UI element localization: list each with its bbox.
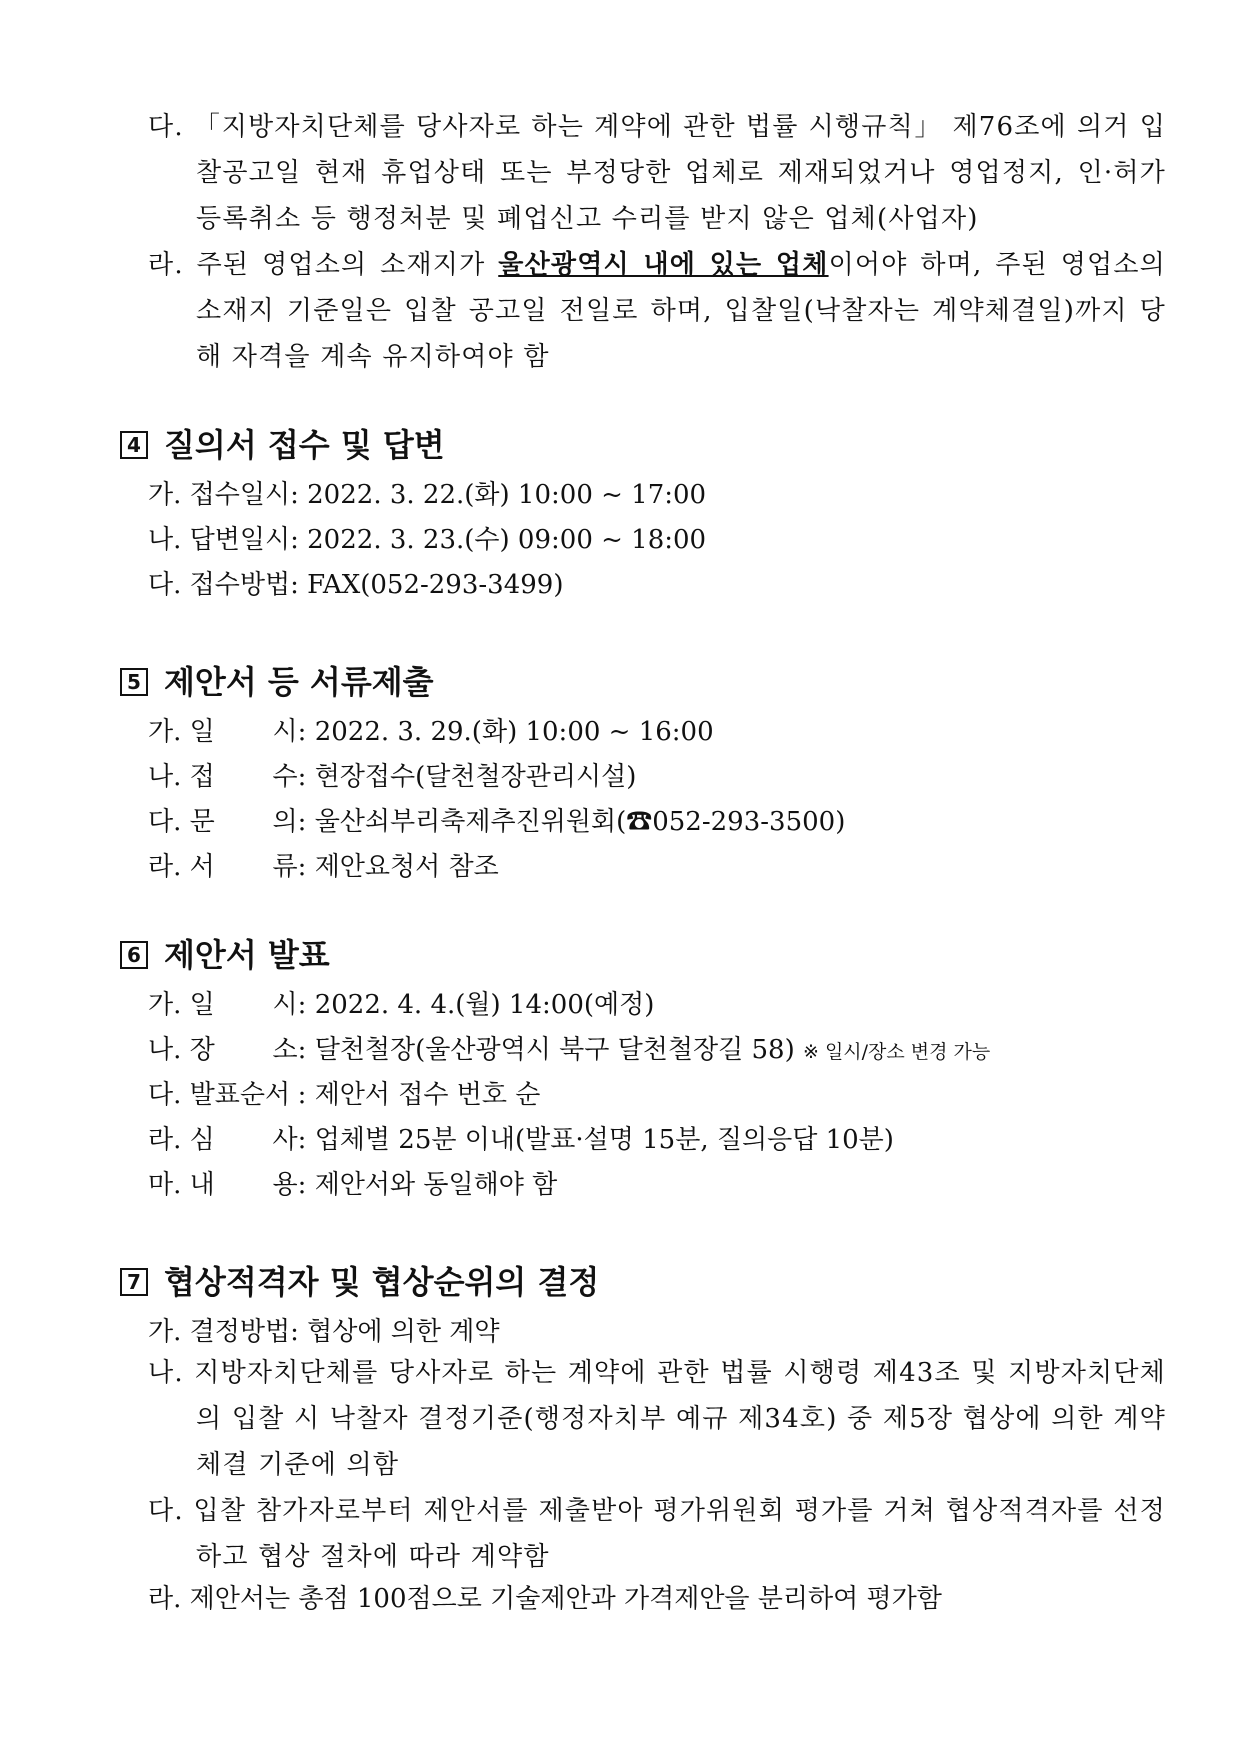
list-item: [148, 520, 706, 560]
item-marker: 다.: [148, 112, 184, 142]
list-item: [148, 475, 706, 515]
list-item: 가. 일 시: 2022. 4. 4.(월) 14:00(예정): [148, 985, 654, 1025]
item-label: 문 의: [189, 807, 298, 837]
item-marker: 다.: [148, 1080, 182, 1110]
section-title: 질의서 접수 및 답변: [164, 426, 445, 464]
item-text: 제안서와 동일해야 함: [314, 1170, 558, 1200]
item-text: 업체별 25분 이내(발표·설명 15분, 질의응답 10분): [314, 1125, 894, 1155]
item-text: 결정방법: 협상에 의한 계약: [189, 1317, 500, 1347]
item-marker: 다.: [148, 570, 182, 600]
item-marker: 라.: [148, 1125, 182, 1155]
item-marker: 가.: [148, 480, 182, 510]
section-number: 6: [120, 941, 148, 969]
section-title: 협상적격자 및 협상순위의 결정: [164, 1263, 600, 1301]
item-marker: 라.: [148, 250, 184, 280]
item-marker: 가.: [148, 990, 182, 1020]
change-notice: ※ 일시/장소 변경 가능: [802, 1041, 991, 1063]
section-number: 5: [120, 668, 148, 696]
section-heading: [120, 1262, 599, 1302]
section-number: 4: [120, 431, 148, 459]
item-label: 발표순서: [189, 1080, 291, 1110]
item-text: 입찰 참가자로부터 제안서를 제출받아 평가위원회 평가를 거쳐 협상적격자를 선정하고 협상 절차에 따라 계약함: [193, 1496, 1166, 1572]
list-item: 마. 내 용: 제안서와 동일해야 함: [148, 1165, 557, 1205]
list-item: 나. 접 수: 현장접수(달천철장관리시설): [148, 757, 636, 797]
item-label: 장 소: [189, 1035, 298, 1065]
item-text: 제안서는 총점 100점으로 기술제안과 가격제안을 분리하여 평가함: [189, 1584, 942, 1614]
section-heading: [120, 425, 445, 465]
item-marker: 나.: [148, 1358, 184, 1388]
item-text: 「지방자치단체를 당사자로 하는 계약에 관한 법률 시행규칙」 제76조에 의거 입찰공고일 현재 휴업상태 또는 부정당한 업체로 제재되었거나 영업정지, 인·허가 등록취소 등 행정처분 및 폐업신고 수리를 받지 않은 업체(사업자): [193, 112, 1167, 234]
item-label: 일 시: [189, 990, 298, 1020]
section-title: 제안서 발표: [164, 936, 330, 974]
item-marker: 다.: [148, 807, 182, 837]
item-text: 현장접수(달천철장관리시설): [314, 762, 637, 792]
item-marker: 마.: [148, 1170, 182, 1200]
item-label: 서 류: [189, 852, 298, 882]
section-heading: [120, 662, 434, 702]
item-text: 제안요청서 참조: [314, 852, 499, 882]
item-text: 답변일시: 2022. 3. 23.(수) 09:00 ~ 18:00: [189, 525, 707, 555]
item-marker: 나.: [148, 525, 182, 555]
emphasized-text: 울산광역시 내에 있는 업체: [498, 250, 829, 280]
item-marker: 가.: [148, 717, 182, 747]
list-item: [148, 1579, 942, 1619]
item-text: 제안서 접수 번호 순: [314, 1080, 541, 1110]
item-text: 울산쇠부리축제추진위원회(☎052-293-3500): [314, 807, 846, 837]
list-item: [148, 104, 1166, 242]
item-text: 지방자치단체를 당사자로 하는 계약에 관한 법률 시행령 제43조 및 지방자치단체의 입찰 시 낙찰자 결정기준(행정자치부 예규 제34호) 중 제5장 협상에 의한 계약 체결 기준에 의함: [194, 1358, 1167, 1480]
section-number: 7: [120, 1268, 148, 1296]
list-item: 라. 서 류: 제안요청서 참조: [148, 847, 499, 887]
list-item: [148, 1350, 1166, 1488]
item-text: 주된 영업소의 소재지가: [196, 250, 499, 280]
list-item: [148, 1488, 1166, 1580]
list-item: [148, 242, 1166, 380]
item-marker: 나.: [148, 1035, 182, 1065]
item-marker: 나.: [148, 762, 182, 792]
item-label: 접 수: [189, 762, 298, 792]
section-title: 제안서 등 서류제출: [164, 663, 434, 701]
item-text: 2022. 4. 4.(월) 14:00(예정): [314, 990, 655, 1020]
list-item: 나. 장 소: 달천철장(울산광역시 북구 달천철장길 58) ※ 일시/장소 변경 가능: [148, 1030, 990, 1072]
item-text: 달천철장(울산광역시 북구 달천철장길 58): [314, 1035, 795, 1065]
item-marker: 라.: [148, 1584, 182, 1614]
list-item: 가. 일 시: 2022. 3. 29.(화) 10:00 ~ 16:00: [148, 712, 714, 752]
item-text: 2022. 3. 29.(화) 10:00 ~ 16:00: [314, 717, 714, 747]
item-text: 접수방법: FAX(052-293-3499): [189, 570, 564, 600]
item-marker: 라.: [148, 852, 182, 882]
item-text: 접수일시: 2022. 3. 22.(화) 10:00 ~ 17:00: [189, 480, 707, 510]
item-label: 일 시: [189, 717, 298, 747]
item-label: 심 사: [189, 1125, 298, 1155]
item-text: 이어야 하며, 주된 영업소의 소재지 기준일은 입찰 공고일 전일로 하며, 입찰일(낙찰자는 계약체결일)까지 당해 자격을 계속 유지하여야 함: [196, 250, 1166, 372]
list-item: [148, 565, 564, 605]
list-item: 라. 심 사: 업체별 25분 이내(발표·설명 15분, 질의응답 10분): [148, 1120, 894, 1160]
list-item: 다. 문 의: 울산쇠부리축제추진위원회(☎052-293-3500): [148, 802, 845, 842]
item-marker: 다.: [148, 1496, 184, 1526]
item-marker: 가.: [148, 1317, 182, 1347]
section-heading: [120, 935, 330, 975]
list-item: 다. 발표순서 : 제안서 접수 번호 순: [148, 1075, 540, 1115]
list-item: [148, 1312, 500, 1352]
item-label: 내 용: [189, 1170, 298, 1200]
